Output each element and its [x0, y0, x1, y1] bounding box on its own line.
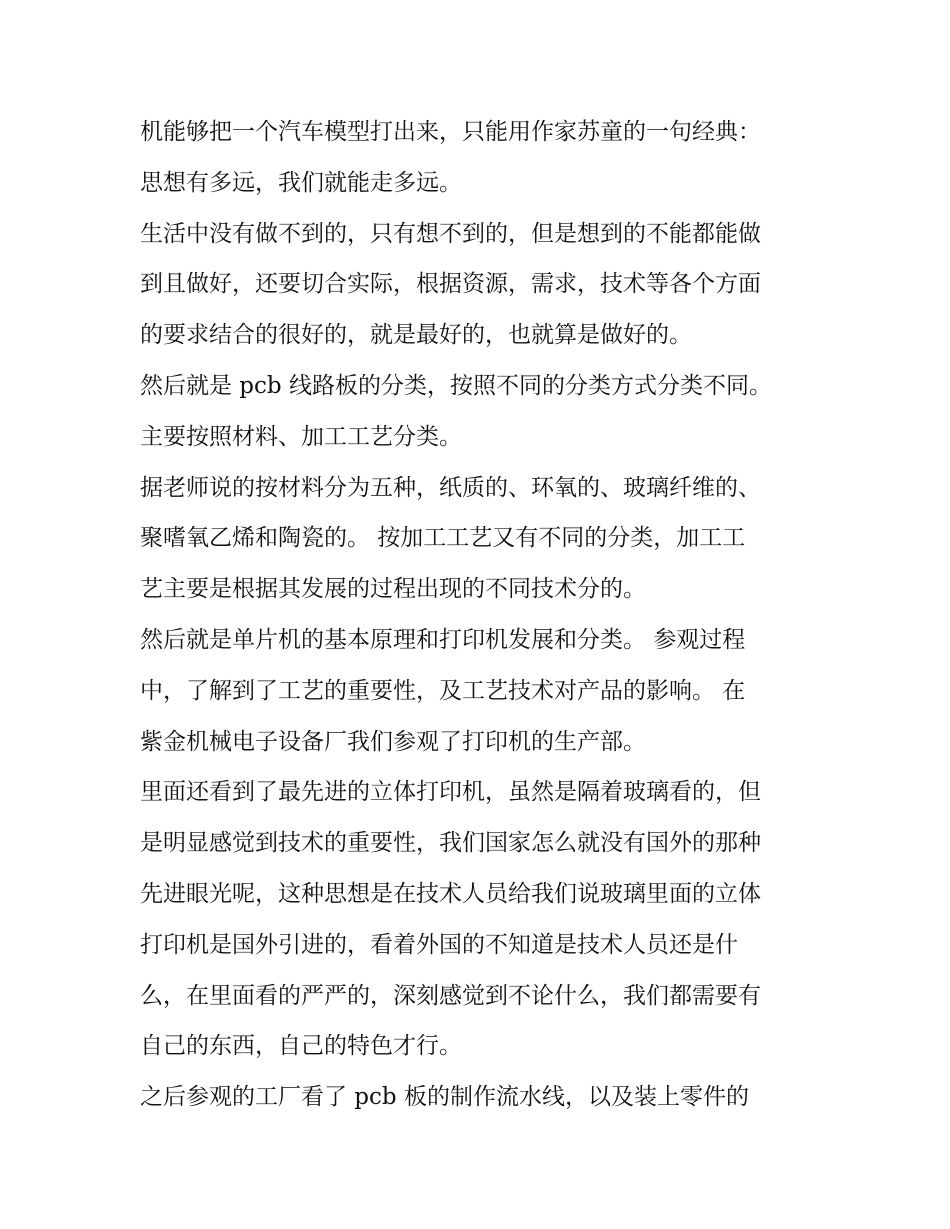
text-line: 自己的东西，自己的特色才行。 [140, 1033, 462, 1060]
text-line: 据老师说的按材料分为五种，纸质的、环氧的、玻璃纤维的、 [140, 474, 761, 501]
text-line: 主要按照材料、加工工艺分类。 [140, 423, 462, 450]
text-line: 是明显感觉到技术的重要性，我们国家怎么就没有国外的那种 [140, 830, 761, 857]
text-line: 里面还看到了最先进的立体打印机，虽然是隔着玻璃看的，但 [140, 779, 761, 806]
text-line: 机能够把一个汽车模型打出来，只能用作家苏童的一句经典： [140, 119, 761, 145]
text-line: 先进眼光呢，这种思想是在技术人员给我们说玻璃里面的立体 [140, 880, 761, 907]
text-line: 么，在里面看的严严的，深刻感觉到不论什么，我们都需要有 [140, 982, 761, 1009]
text-line: 的要求结合的很好的，就是最好的，也就算是做好的。 [140, 322, 692, 349]
text-line: 思想有多远，我们就能走多远。 [140, 169, 462, 196]
text-line: 中，了解到了工艺的重要性，及工艺技术对产品的影响。 在 [140, 677, 746, 704]
text-line: 然后就是 pcb 线路板的分类，按照不同的分类方式分类不同。 [140, 372, 772, 399]
document-body [140, 107, 820, 1123]
text-line: 之后参观的工厂看了 pcb 板的制作流水线，以及装上零件的 [140, 1084, 749, 1111]
text-line: 生活中没有做不到的，只有想不到的，但是想到的不能都能做 [140, 220, 761, 247]
text-line: 艺主要是根据其发展的过程出现的不同技术分的。 [140, 576, 646, 603]
text-line: 打印机是国外引进的，看着外国的不知道是技术人员还是什 [140, 931, 738, 958]
text-line: 聚嗜氧乙烯和陶瓷的。 按加工工艺又有不同的分类，加工工 [140, 525, 746, 552]
text-line: 紫金机械电子设备厂我们参观了打印机的生产部。 [140, 728, 646, 755]
text-line: 然后就是单片机的基本原理和打印机发展和分类。 参观过程 [140, 626, 746, 653]
text-line: 到且做好，还要切合实际，根据资源，需求，技术等各个方面 [140, 271, 761, 298]
